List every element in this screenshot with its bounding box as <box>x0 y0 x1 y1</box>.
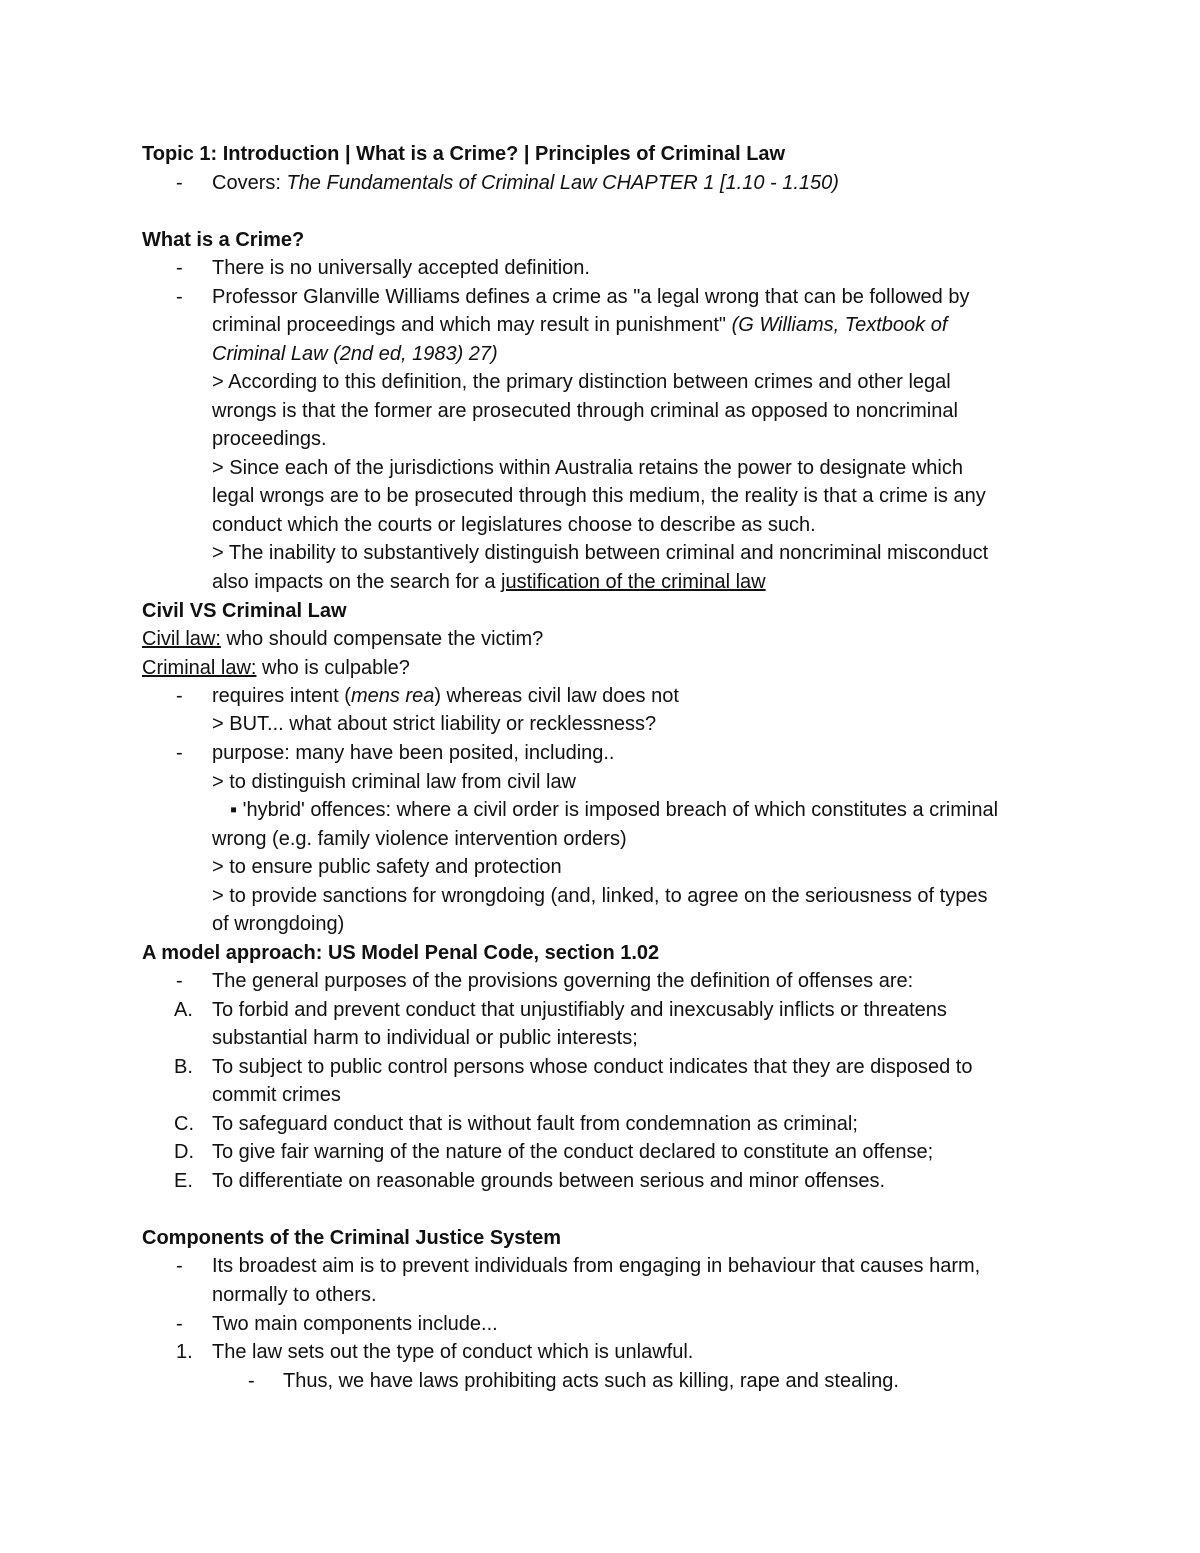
list-item: To differentiate on reasonable grounds between serious and minor offenses. <box>212 1170 886 1192</box>
mens-rea-term: mens rea <box>350 685 435 707</box>
sub-point: > to provide sanctions for wrongdoing (and, linked, to agree on the seriousness of types <box>212 885 988 907</box>
list-item: To forbid and prevent conduct that unjustifiably and inexcusably inflicts or threatens <box>212 999 947 1021</box>
sub-point-text: also impacts on the search for a <box>212 571 502 593</box>
list-item <box>212 682 679 710</box>
sub-point: > to ensure public safety and protection <box>212 856 562 878</box>
bullet-dash: - <box>176 286 183 308</box>
bullet-dash: - <box>176 685 183 707</box>
sub-point: conduct which the courts or legislatures choose to describe as such. <box>212 514 816 536</box>
bullet-dash: - <box>176 1255 183 1277</box>
list-item-continued <box>212 311 947 339</box>
list-item: purpose: many have been posited, including.. <box>212 742 615 764</box>
list-item-text: requires intent ( <box>212 685 351 707</box>
sub-point: > According to this definition, the primary distinction between crimes and other legal <box>212 371 951 393</box>
list-item: To give fair warning of the nature of the conduct declared to constitute an offense; <box>212 1141 934 1163</box>
list-marker: 1. <box>176 1341 193 1363</box>
quote-text: criminal proceedings and which may result in punishment" <box>212 314 732 336</box>
civil-law-text: who should compensate the victim? <box>220 628 544 650</box>
sub-point: proceedings. <box>212 428 327 450</box>
list-item: There is no universally accepted definition. <box>212 257 590 279</box>
covers-ref: CHAPTER 1 [1.10 - 1.150) <box>596 172 839 194</box>
citation: Criminal Law (2nd ed, 1983) 27) <box>212 343 498 365</box>
criminal-law-label: Criminal law: <box>142 657 257 679</box>
sub-point: > to distinguish criminal law from civil law <box>212 771 577 793</box>
section-heading-civil-vs-criminal: Civil VS Criminal Law <box>142 600 347 622</box>
covers-prefix: Covers: <box>212 172 287 194</box>
list-item-continued: substantial harm to individual or public interests; <box>212 1027 638 1049</box>
sub-list-item: Thus, we have laws prohibiting acts such as killing, rape and stealing. <box>283 1370 899 1392</box>
list-item: Two main components include... <box>212 1313 498 1335</box>
bullet-dash: - <box>176 172 183 194</box>
justification-link[interactable]: justification of the criminal law <box>501 571 766 593</box>
sub-point: of wrongdoing) <box>212 913 345 935</box>
sub-point: wrongs is that the former are prosecuted through criminal as opposed to noncriminal <box>212 400 958 422</box>
list-marker: D. <box>174 1141 194 1163</box>
sub-sub-point: wrong (e.g. family violence intervention orders) <box>212 828 627 850</box>
sub-point: > BUT... what about strict liability or recklessness? <box>212 713 657 735</box>
bullet-dash: - <box>176 970 183 992</box>
list-marker: B. <box>174 1056 193 1078</box>
page-title: Topic 1: Introduction | What is a Crime? | Principles of Criminal Law <box>142 143 786 165</box>
section-heading-model-penal-code: A model approach: US Model Penal Code, section 1.02 <box>142 942 660 964</box>
list-item-continued: commit crimes <box>212 1084 341 1106</box>
list-item: Its broadest aim is to prevent individuals from engaging in behaviour that causes harm, <box>212 1255 981 1277</box>
sub-point: > Since each of the jurisdictions within Australia retains the power to designate which <box>212 457 963 479</box>
bullet-dash: - <box>176 257 183 279</box>
sub-sub-point: ▪ 'hybrid' offences: where a civil order is imposed breach of which constitutes a criminal <box>230 799 999 821</box>
bullet-dash: - <box>176 1313 183 1335</box>
sub-point <box>212 568 766 596</box>
sub-point: > The inability to substantively distinguish between criminal and noncriminal misconduct <box>212 542 989 564</box>
covers-line <box>212 169 839 197</box>
list-item: To safeguard conduct that is without fault from condemnation as criminal; <box>212 1113 858 1135</box>
section-heading-what-is-crime: What is a Crime? <box>142 229 305 251</box>
list-item: The general purposes of the provisions governing the definition of offenses are: <box>212 970 914 992</box>
criminal-law-line <box>142 654 410 682</box>
criminal-law-text: who is culpable? <box>256 657 410 679</box>
list-item: To subject to public control persons whose conduct indicates that they are disposed to <box>212 1056 973 1078</box>
list-item-continued: normally to others. <box>212 1284 377 1306</box>
civil-law-label: Civil law: <box>142 628 221 650</box>
list-item: The law sets out the type of conduct which is unlawful. <box>212 1341 694 1363</box>
list-item: Professor Glanville Williams defines a crime as "a legal wrong that can be followed by <box>212 286 970 308</box>
bullet-dash: - <box>248 1370 255 1392</box>
list-item-text: ) whereas civil law does not <box>434 685 679 707</box>
sub-point: legal wrongs are to be prosecuted through this medium, the reality is that a crime is any <box>212 485 986 507</box>
list-marker: C. <box>174 1113 194 1135</box>
civil-law-line <box>142 625 543 653</box>
section-heading-components: Components of the Criminal Justice System <box>142 1227 561 1249</box>
list-marker: A. <box>174 999 193 1021</box>
bullet-dash: - <box>176 742 183 764</box>
covers-book: The Fundamentals of Criminal Law <box>286 172 597 194</box>
list-marker: E. <box>174 1170 193 1192</box>
citation: (G Williams, Textbook of <box>731 314 948 336</box>
